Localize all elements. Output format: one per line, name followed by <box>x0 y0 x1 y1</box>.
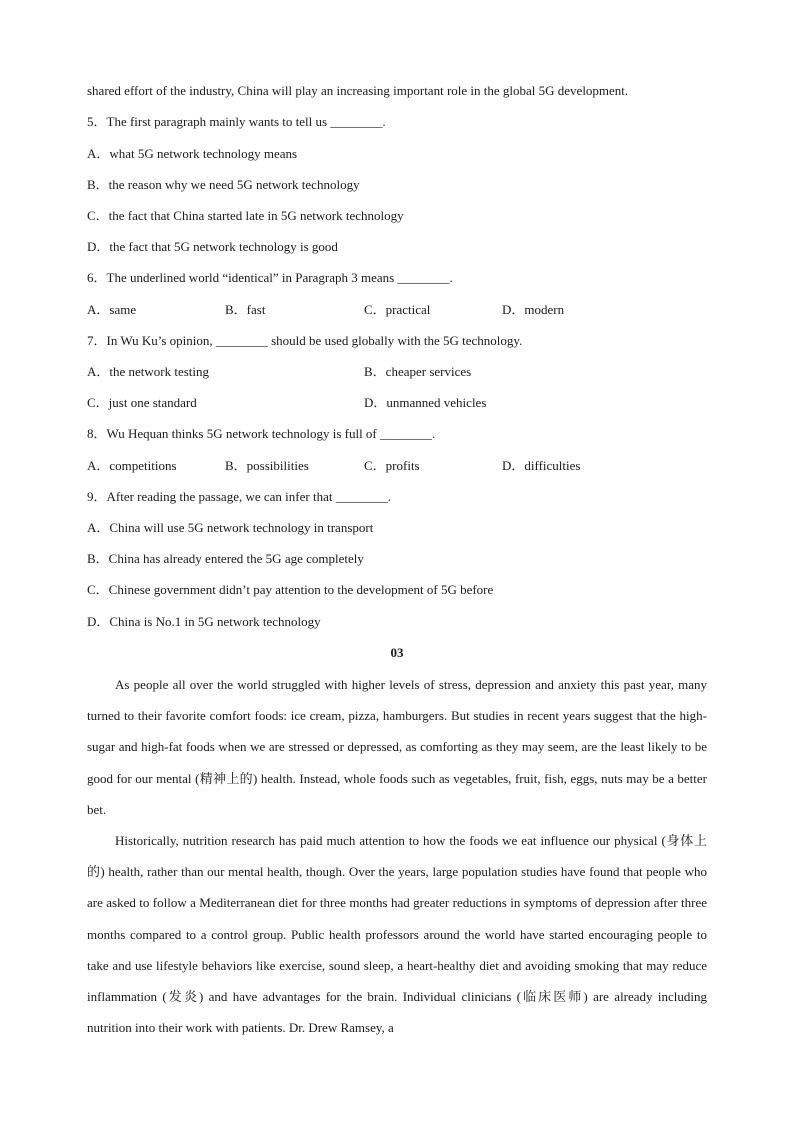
question-5-option-b: B．the reason why we need 5G network technology <box>87 177 360 192</box>
question-6-option-a: A．same <box>87 302 137 317</box>
question-7-options-row-2 <box>87 395 727 411</box>
question-5-option-d: D．the fact that 5G network technology is good <box>87 239 338 254</box>
question-6-option-b: B．fast <box>225 302 266 317</box>
question-5-option-a: A．what 5G network technology means <box>87 146 298 161</box>
question-6-option-d: D．modern <box>502 302 565 317</box>
question-9-option-b: B．China has already entered the 5G age completely <box>87 551 364 566</box>
question-6-options <box>87 302 727 318</box>
question-7-option-b: B．cheaper services <box>364 364 472 379</box>
question-6-stem: 6．The underlined world “identical” in Paragraph 3 means ________. <box>87 270 453 285</box>
question-9-option-d: D．China is No.1 in 5G network technology <box>87 614 321 629</box>
question-8-option-a: A．competitions <box>87 458 177 473</box>
question-7-option-a: A．the network testing <box>87 364 210 379</box>
question-9-option-c: C．Chinese government didn’t pay attention to the development of 5G before <box>87 582 494 597</box>
question-7-options-row-1 <box>87 364 727 380</box>
section-title: 03 <box>390 645 404 660</box>
passage-paragraph-2: Historically, nutrition research has paid much attention to how the foods we eat influence our physical (身体上的) health, rather than our mental health, though. Over the years, large population studies have found that people who are asked to follow a Mediterranean diet for three months had greater reductions in symptoms of depression after three months compared to a control group. Public health professors around the world have started encouraging people to take and use lifestyle behaviors like exercise, sound sleep, a heart-healthy diet and avoiding smoking that may reduce inflammation (发炎) and have advantages for the brain. Individual clinicians (临床医师) are already including nutrition into their work with patients. Dr. Drew Ramsey, a <box>87 833 707 1036</box>
question-9-stem: 9．After reading the passage, we can infer that ________. <box>87 489 391 504</box>
question-6-option-c: C．practical <box>364 302 431 317</box>
question-7-stem: 7．In Wu Ku’s opinion, ________ should be used globally with the 5G technology. <box>87 333 523 348</box>
question-9-option-a: A．China will use 5G network technology in transport <box>87 520 374 535</box>
question-8-options <box>87 458 727 474</box>
continuation-text: shared effort of the industry, China will play an increasing important role in the global 5G development. <box>87 83 629 98</box>
question-5-stem: 5．The first paragraph mainly wants to tell us ________. <box>87 114 386 129</box>
question-7-option-d: D．unmanned vehicles <box>364 395 487 410</box>
question-8-option-c: C．profits <box>364 458 420 473</box>
question-5-option-c: C．the fact that China started late in 5G network technology <box>87 208 404 223</box>
question-7-option-c: C．just one standard <box>87 395 197 410</box>
passage-paragraph-1: As people all over the world struggled with higher levels of stress, depression and anxiety this past year, many turned to their favorite comfort foods: ice cream, pizza, hamburgers. But studies in recent years suggest that the high-sugar and high-fat foods when we are stressed or depressed, as comforting as they may seem, are the least likely to be good for our mental (精神上的) health. Instead, whole foods such as vegetables, fruit, fish, eggs, nuts may be a better bet. <box>87 677 707 817</box>
question-8-stem: 8．Wu Hequan thinks 5G network technology is full of ________. <box>87 426 436 441</box>
question-8-option-b: B．possibilities <box>225 458 309 473</box>
question-8-option-d: D．difficulties <box>502 458 581 473</box>
